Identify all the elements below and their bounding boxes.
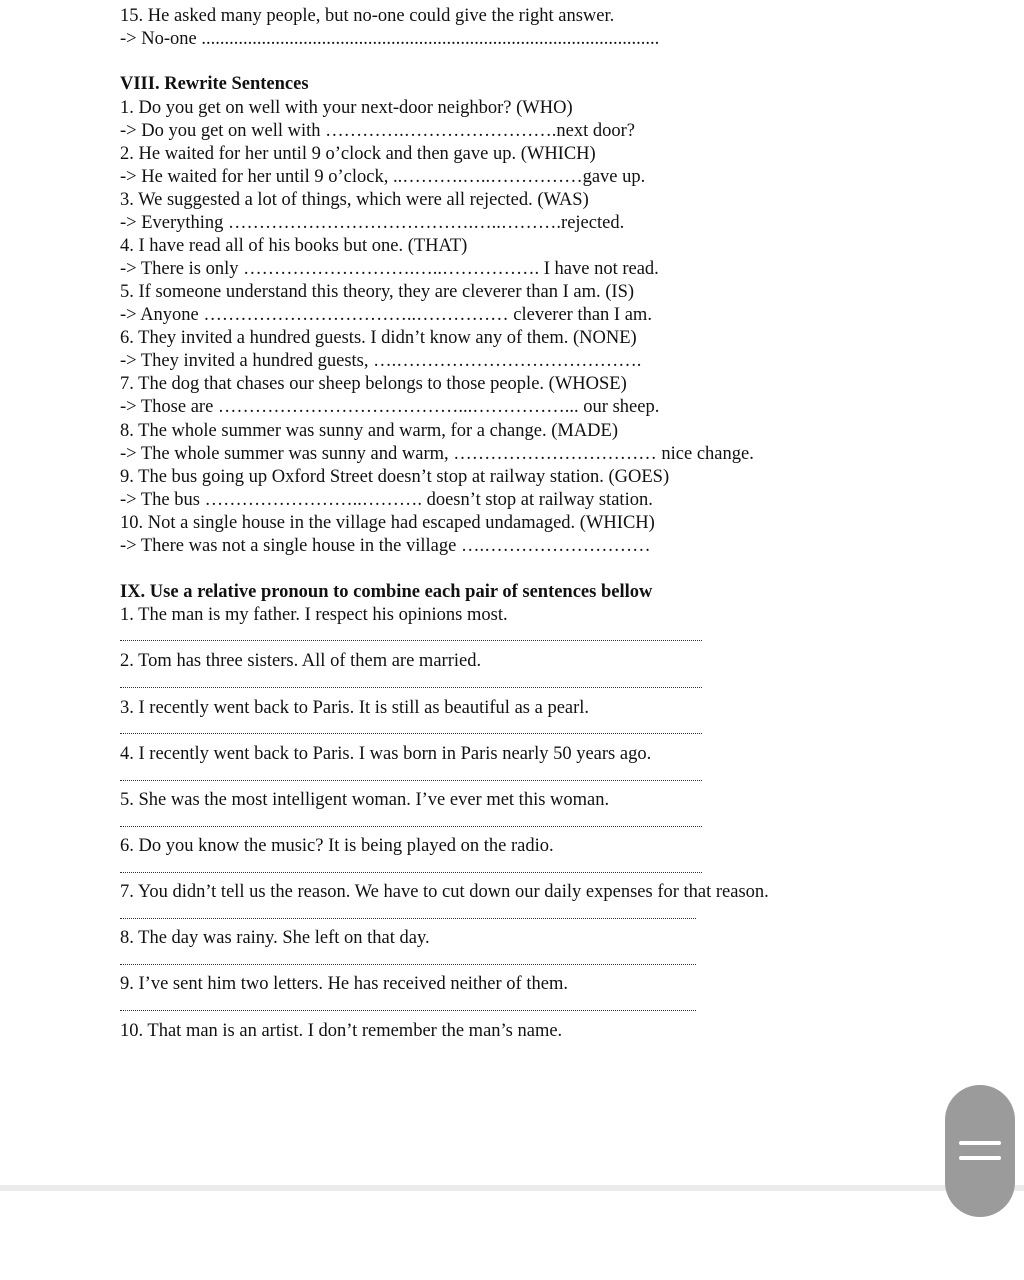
s9-item-2: 2. Tom has three sisters. All of them are married. [120, 651, 482, 671]
section-9-title: IX. Use a relative pronoun to combine each pair of sentences bellow [120, 582, 653, 602]
s8-a1: -> Do you get on well with ………….…………………….next door? [120, 121, 636, 141]
page-divider [0, 1185, 1024, 1191]
s8-q5: 5. If someone understand this theory, they are cleverer than I am. (IS) [120, 282, 635, 302]
s9-item-3: 3. I recently went back to Paris. It is still as beautiful as a pearl. [120, 698, 590, 718]
menu-icon-bar-bottom [959, 1156, 1001, 1160]
answer-line-7 [120, 918, 696, 919]
s9-item-5: 5. She was the most intelligent woman. I’ve ever met this woman. [120, 790, 610, 810]
s8-a8: -> The whole summer was sunny and warm, …………………………… nice change. [120, 444, 754, 464]
s8-q3: 3. We suggested a lot of things, which were all rejected. (WAS) [120, 190, 589, 210]
menu-icon-bar-top [959, 1141, 1001, 1145]
answer-line-2 [120, 687, 702, 688]
s9-item-7: 7. You didn’t tell us the reason. We have to cut down our daily expenses for that reason. [120, 882, 769, 902]
answer-line-1 [120, 640, 702, 641]
s9-item-4: 4. I recently went back to Paris. I was born in Paris nearly 50 years ago. [120, 744, 652, 764]
s8-a5: -> Anyone ……………………………..…………… cleverer than I am. [120, 305, 652, 325]
s8-q9: 9. The bus going up Oxford Street doesn’t stop at railway station. (GOES) [120, 467, 670, 487]
answer-line-8 [120, 964, 696, 965]
s8-a2: -> He waited for her until 9 o’clock, ..……….…..……………gave up. [120, 167, 646, 187]
s8-a9: -> The bus ……………………..………. doesn’t stop at railway station. [120, 490, 653, 510]
section-8-title: VIII. Rewrite Sentences [120, 74, 309, 94]
s9-item-9: 9. I’ve sent him two letters. He has received neither of them. [120, 974, 568, 994]
s8-a6: -> They invited a hundred guests, ….…………………………………. [120, 351, 642, 371]
s8-q10: 10. Not a single house in the village had escaped undamaged. (WHICH) [120, 513, 655, 533]
s8-q7: 7. The dog that chases our sheep belongs to those people. (WHOSE) [120, 374, 627, 394]
s8-q8: 8. The whole summer was sunny and warm, for a change. (MADE) [120, 421, 619, 441]
answer-line-4 [120, 780, 702, 781]
question-15: 15. He asked many people, but no-one could give the right answer. [120, 6, 615, 26]
s8-q4: 4. I have read all of his books but one. (THAT) [120, 236, 468, 256]
answer-line-5 [120, 826, 702, 827]
s8-q2: 2. He waited for her until 9 o’clock and then gave up. (WHICH) [120, 144, 596, 164]
answer-line-9 [120, 1010, 696, 1011]
s9-item-1: 1. The man is my father. I respect his opinions most. [120, 605, 508, 625]
s9-item-6: 6. Do you know the music? It is being played on the radio. [120, 836, 554, 856]
s8-q6: 6. They invited a hundred guests. I didn’t know any of them. (NONE) [120, 328, 637, 348]
s9-item-10: 10. That man is an artist. I don’t remember the man’s name. [120, 1021, 563, 1041]
s8-a7: -> Those are …………………………………...……………... our sheep. [120, 397, 660, 417]
scroll-handle[interactable] [945, 1085, 1015, 1217]
s8-a10: -> There was not a single house in the village ….……………………… [120, 536, 651, 556]
s8-a4: -> There is only ……………………….…..……………. I have not read. [120, 259, 659, 279]
s9-item-8: 8. The day was rainy. She left on that day. [120, 928, 430, 948]
answer-line-6 [120, 872, 702, 873]
answer-15: -> No-one ................................................................................................... [120, 29, 660, 49]
s8-a3: -> Everything ………………………………….…..……….rejected. [120, 213, 625, 233]
s8-q1: 1. Do you get on well with your next-door neighbor? (WHO) [120, 98, 573, 118]
answer-line-3 [120, 733, 702, 734]
